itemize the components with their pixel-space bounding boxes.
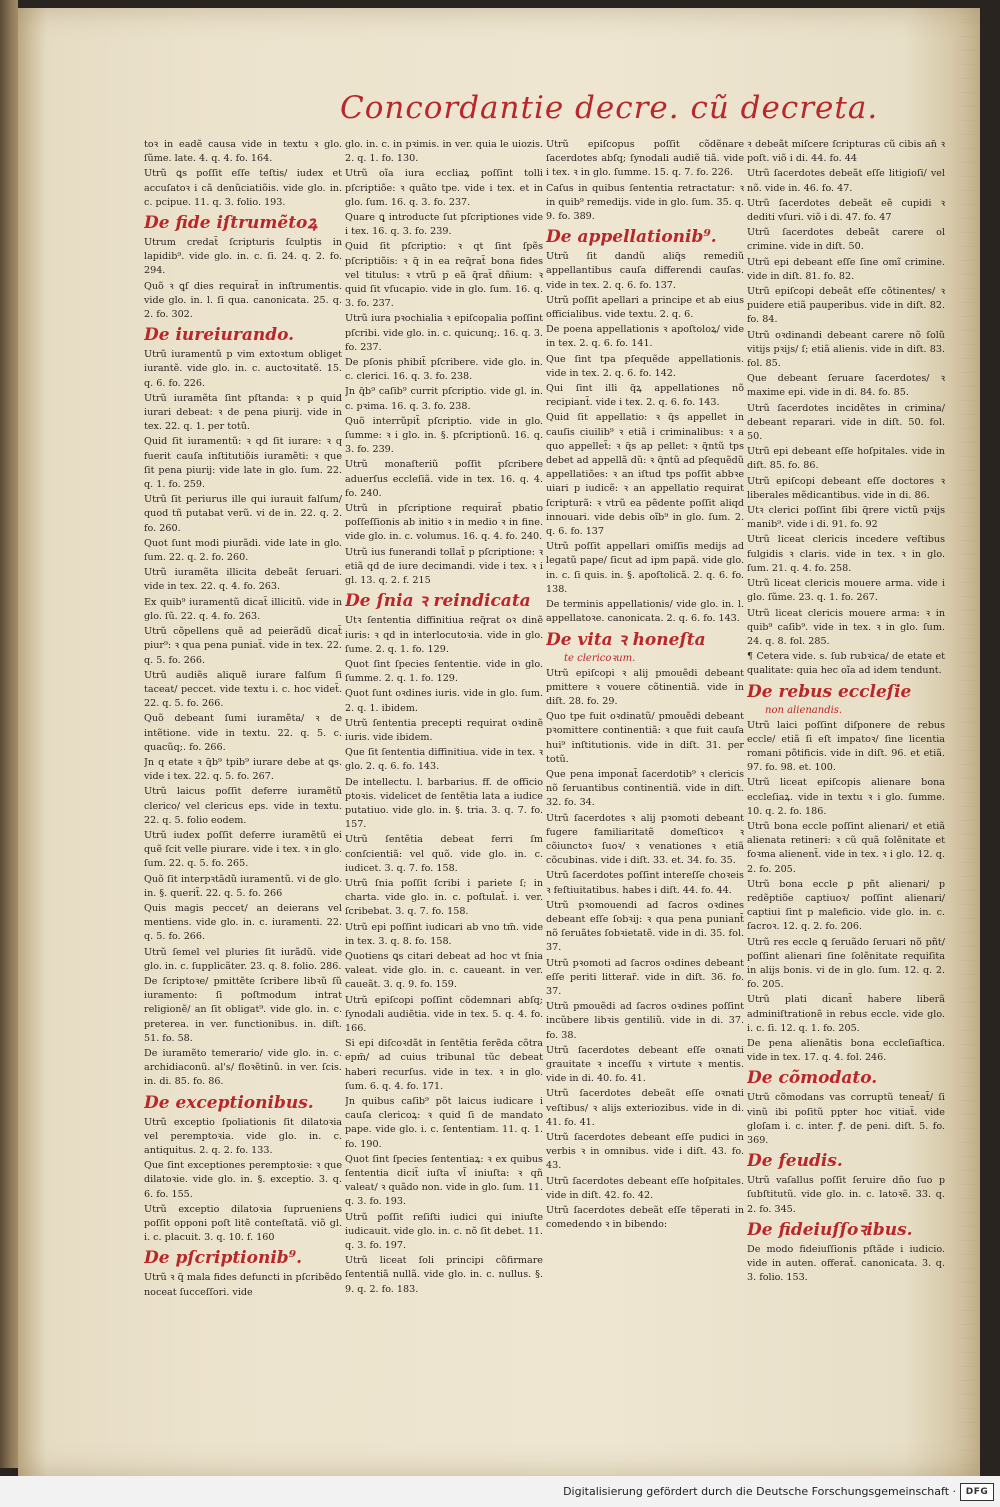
index-entry: Utrũ liceat clericis mouere arma. vide i glo. ſũme. 23. q. 1. fo. 267. (747, 578, 945, 604)
rubric-heading: De cõmodato. (747, 1068, 878, 1089)
index-entry: Utrũ monaſteriũ poſſit pſcribere aduerſus eccleſiã. vide in tex. 16. q. 4. fo. 240. (345, 459, 543, 499)
index-entry: Utrũ oĩa iura eccliaꝝ poſſint tolli pſcriptiõe: ꝛ quãto tpe. vide i tex. et in glo. ſum. 16. q. 3. fo. 237. (345, 168, 543, 208)
index-entry: Utrũ exceptio dilatoꝛia ſuprueniens poſſit opponi poſt litẽ conteſtatã. viõ gl. i. c. placuit. 3. q. 10. f. 160 (144, 1203, 342, 1244)
index-entry: Utrũ audiẽs aliquẽ iurare falſum ſi taceat/ peccet. vide textu i. c. hoc videt̃. 22. q. 5. fo. 266. (144, 669, 342, 710)
index-entry: Jn q etate ꝛ q̃b⁹ tpib⁹ iurare debe at ꝗs. vide i tex. 22. q. 5. fo. 267. (144, 756, 342, 783)
index-entry: Quid ſit iuramentũ: ꝛ qd ſit iurare: ꝛ q fuerit cauſa inſtitutiõis iuramẽti: ꝛ que ſit pena piurij: vide late in glo. ſum. 22. q. 1. fo. 259. (144, 436, 342, 491)
index-entry: Utrũ epiſcopi debeant eſſe doctores ꝛ liberales mẽdicantibus. vide in di. 86. (747, 475, 945, 501)
index-entry: De pena alienãtis bona eccleſiaſtica. vide in tex. 17. q. 4. fol. 246. (747, 1037, 945, 1064)
index-entry: Quotiens ꝗs citari debeat ad hoc vt ſnia valeat. vide glo. in. c. caueant. in ver. caueãt. 3. q. 9. fo. 159. (345, 950, 543, 991)
index-entry: Utrũ ꝗs poſſit eſſe teſtis/ iudex et accuſatoꝛ i cã denũciatiõis. vide glo. in. c. pcipue. 11. q. 3. folio. 193. (144, 168, 342, 208)
index-entry: Qui ſint illi q̃ꝝ appellationes nõ recipiant̃. vide i tex. 2. q. 6. fo. 143. (546, 383, 744, 409)
index-entry: Utrũ ſit periurus ille qui iurauit falſum/ quod tñ putabat verũ. vi de in. 22. q. 2. fo. 260. (144, 494, 342, 534)
index-entry: Utrũ ſacerdotes debeant eſſe oꝛnati grauitate ꝛ inceſſu ꝛ virtute ꝛ mentis. vide in di. 40. fo. 41. (546, 1044, 744, 1085)
index-entry: Utrũ oꝛdinandi debeant carere nõ ſolũ vitijs pꝛijs/ ſ; etiã alienis. vide in diſt. 83. fol. 85. (747, 329, 945, 370)
index-entry: Utrũ ꝛ q̃ mala fides defuncti in pſcribẽdo noceat ſucceſſori. vide (144, 1272, 342, 1298)
index-entry: Quo tpe fuit oꝛdinatũ/ pmouẽdi debeant pꝛomittere continentiã: ꝛ que fuit cauſa hui⁹ inſtitutionis. vide in diſt. 31. per totũ. (546, 711, 744, 765)
index-entry: Quõ debeant ſumi iuramẽta/ ꝛ de intẽtione. vide in textu. 22. q. 5. c. quacũq;. fo. 266. (144, 713, 342, 753)
text-column-2 (345, 138, 543, 1308)
index-entry: Utrũ iuramẽta illicita debeãt ſeruari. vide in tex. 22. q. 4. fo. 263. (144, 567, 342, 593)
index-entry: Quid ſit appellatio: ꝛ q̃s appellet in cauſis ciuilib⁹ ꝛ etiã i criminalibus: ꝛ a quo appellet̃: ꝛ q̃s ap pellet: ꝛ q̃ntũ tps debet ad appellã dũ: ꝛ q̃ntũ ad pſequẽdũ appellatiões: ꝛ an iſtud tps poſſit abbꝛe uiari p iudicẽ: ꝛ an appellatio requirat ſcripturã: ꝛ vtrũ ea pẽdente poſſit aliqd innouari. vide debis oĩb⁹ in glo. ſum. 2. q. 6. fo. 137 (546, 412, 744, 538)
index-entry: Si epi diſcoꝛdãt in ſentẽtia ferẽda cõtra epm̃/ ad cuius tribunal tũc debeat haberi recurſus. vide in tex. ꝛ in glo. ſum. 6. q. 4. fo. 171. (345, 1038, 543, 1092)
index-entry: Utrũ iura pꝛochialia ꝛ epiſcopalia poſſint pſcribi. vide glo. in. c. quicunq;. 16. q. 3. fo. 237. (345, 313, 543, 353)
index-entry: Jn q̃b⁹ caſib⁹ currit pſcriptio. vide gl. in. c. pꝛima. 16. q. 3. fo. 238. (345, 386, 543, 412)
rubric-heading: De vita ꝛ honeſta (546, 629, 706, 650)
index-entry: Utrũ epi poſſint iudicari ab vno tm̃. vide in tex. 3. q. 8. fo. 158. (345, 921, 543, 947)
index-entry: Utrũ ſacerdotes debeãt eſſe tẽperati in comedendo ꝛ in bibendo: (546, 1205, 744, 1231)
index-entry: Utrũ ſemel vel pluries ſit iurãdũ. vide glo. in. c. ſupplicãter. 23. q. 8. folio. 286. (144, 946, 342, 972)
index-entry: Utrũ ſnia poſſit ſcribi i pariete ſ; in charta. vide glo. in. c. poſtulat̃. i. ver. ſcribebat. 3. q. 7. fo. 158. (345, 877, 543, 918)
index-entry: Utrũ poſſit apellari a principe et ab eius officialibus. vide textu. 2. q. 6. (546, 294, 744, 321)
index-entry: Utrũ poſſit reſiſti iudici qui iniuſte iudicauit. vide glo. in. c. nõ ſit debet. 11. q. 3. fo. 197. (345, 1211, 543, 1252)
index-entry: Utrũ ſacerdotes poſſint intereſſe choꝛeis ꝛ feſtiuitatibus. habes i diſt. 44. fo. 44. (546, 870, 744, 896)
index-entry: ¶ Cetera vide. s. ſub rubꝛica/ de etate et qualitate: quia hec oĩa ad idem tendunt. (747, 651, 945, 677)
page-header: Concordantie decre. cũ decreta. (340, 90, 879, 126)
index-entry: Jn quibus caſib⁹ põt laicus iudicare i cauſa clericoꝝ: ꝛ quid ſi de mandato pape. vide glo. i. c. ſententiam. 11. q. 1. fo. 190. (345, 1096, 543, 1150)
index-entry: Utrũ liceat epiſcopis alienare bona eccleſiaꝝ. vide in textu ꝛ i glo. ſumme. 10. q. 2. fo. 186. (747, 777, 945, 817)
index-entry: Quis magis peccet/ an deierans vel mentiens. vide glo. in. c. iuramenti. 22. q. 5. fo. 266. (144, 902, 342, 943)
index-entry: Utrũ ſacerdotes debeãt eſſe litigioſi/ vel nõ. vide in. 46. fo. 47. (747, 168, 945, 194)
text-column-4 (747, 138, 945, 1308)
rubric-heading: De ſnia ꝛ reindicata (345, 591, 531, 612)
index-entry: Utrũ ſacerdotes incidẽtes in crimina/ debeant reparari. vide in diſt. 50. fol. 50. (747, 402, 945, 443)
rubric-heading: De fideiuſſoꝛibus. (747, 1219, 913, 1240)
index-entry: Quot ſint ſpecies ſententie. vide in glo. ſumme. 2. q. 1. fo. 129. (345, 658, 543, 685)
index-entry: De terminis appellationis/ vide glo. in. l. appellatoꝛe. canonicata. 2. q. 6. fo. 143. (546, 599, 744, 625)
index-entry: De iuramẽto temerario/ vide glo. in. c. archidiaconũ. al's/ floꝛẽtinũ. in ver. ſcis. in. di. 85. fo. 86. (144, 1047, 342, 1088)
index-entry: De modo fideiuſſionis pſtãde i iudicio. vide in auten. offerat̃. canonicata. 3. q. 3. folio. 153. (747, 1243, 945, 1284)
index-entry: Utrũ epi debeant eſſe ſine omĩ crimine. vide in diſt. 81. fo. 82. (747, 256, 945, 282)
index-entry: Utrũ ſacerdotes ꝛ alij pꝛomoti debeant fugere familiaritatẽ domeſticoꝛ ꝛ cõiunctoꝛ ſuoꝛ/ ꝛ venationes ꝛ etiã cõcubinas. vide i diſt. 33. et. 34. fo. 35. (546, 812, 744, 867)
index-entry: Utrũ cõmodans vas corruptũ teneat̃/ ſi vinũ ibi poſitũ ppter hoc vitiat̃. vide gloſam i. c. inter. ꝭ. de peni. diſt. 5. fo. 369. (747, 1092, 945, 1146)
index-entry: Utrũ bona eccle ꝑ pñt alienari/ p redẽptiõe captiuoꝛ/ poſſint alienari/ captiui ſint p maleficio. vide glo. in. c. ſacroꝛ. 12. q. 2. fo. 206. (747, 878, 945, 933)
index-entry: De ſcriptoꝛe/ pmittẽte ſcribere libꝛũ ſũ iuramento: ſi poſtmodum intrat religionẽ/ an ſit obligat⁹. vide glo. in. c. preterea. in ver. functionibus. in. diſt. 51. fo. 58. (144, 975, 342, 1044)
index-entry: Utrũ epi debeant eſſe hoſpitales. vide in diſt. 85. fo. 86. (747, 446, 945, 472)
book-page (18, 8, 980, 1476)
index-entry: Utꝛ clerici poſſint ſibi q̃rere victũ pꝛijs manib⁹. vide i di. 91. fo. 92 (747, 505, 945, 531)
index-entry: Utrũ iudex poſſit deferre iuramẽtũ ei quẽ ſcit velle piurare. vide i tex. ꝛ in glo. ſum. 22. q. 5. fo. 265. (144, 829, 342, 870)
index-entry: Que ſit ſententia diffinitiua. vide in tex. ꝛ glo. 2. q. 6. fo. 143. (345, 747, 543, 773)
index-entry: Utrũ poſſit appellari omiſſis medijs ad legatũ pape/ ſicut ad ipm papã. vide glo. in. c. ſi quis. in. §. apoſtolicã. 2. q. 6. fo. 138. (546, 541, 744, 595)
index-entry: Utrũ bona eccle poſſint alienari/ et etiã alienata retineri: ꝛ cũ quã ſolẽnitate et foꝛma alienent̃. vide in tex. ꝛ i glo. 12. q. 2. fo. 205. (747, 820, 945, 875)
index-entry: Utrũ in pſcriptione requirat̃ pbatio poſſeſſionis ab initio ꝛ in medio ꝛ in fine. vide glo. in. c. volumus. 16. q. 4. fo. 240. (345, 503, 543, 543)
index-entry: Utꝛ ſententia diffinitiua req̃rat oꝛ dinẽ iuris: ꝛ qd in interlocutoꝛia. vide in glo. ſume. 2. q. 1. fo. 129. (345, 615, 543, 655)
index-entry: Utrũ ſacerdotes debeãt eẽ cupidi ꝛ dediti vſuri. viõ i di. 47. fo. 47 (747, 197, 945, 224)
index-entry: Utrũ liceat clericis incedere veſtibus fulgidis ꝛ claris. vide in tex. ꝛ in glo. ſum. 21. q. 4. fo. 258. (747, 534, 945, 574)
index-entry: Utrũ pꝛomouendi ad ſacros oꝛdines debeant eſſe ſobꝛij: ꝛ qua pena puniant̃ nõ ſeruãtes ſobꝛietatẽ. vide in di. 35. fol. 37. (546, 899, 744, 954)
index-entry: Que pena imponat̃ ſacerdotib⁹ ꝛ clericis nõ ſeruantibus continentiã. vide in diſt. 32. fo. 34. (546, 768, 744, 809)
index-entry: Utrũ laici poſſint diſponere de rebus eccle/ etiã ſi eſt impatoꝛ/ ſine licentia romani põtificis. vide in diſt. 96. et etiã. 97. fo. 98. et. 100. (747, 719, 945, 774)
rubric-heading: De rebus eccleſie (747, 681, 912, 702)
index-entry: Utrũ iuramẽta ſint pſtanda: ꝛ p quid iurari debeat: ꝛ de pena piurij. vide in tex. 22. q. 1. per totũ. (144, 392, 342, 433)
index-entry: Utrũ ſentẽtia debeat ferri ſm conſcientiã: vel quõ. vide glo. in. c. iudicet. 3. q. 7. fo. 158. (345, 834, 543, 874)
index-entry: Utrũ plati dicant̃ habere liberã adminiſtrationẽ in rebus eccle. vide glo. i. c. ſi. 12. q. 1. fo. 205. (747, 994, 945, 1034)
text-column-1 (144, 138, 342, 1308)
index-entry: toꝛ in eadẽ causa vide in textu ꝛ glo. ſũme. late. 4. q. 4. fo. 164. (144, 139, 342, 165)
text-column-3 (546, 138, 744, 1308)
page-edge-shadow (961, 8, 980, 1476)
rubric-heading: De iureiurando. (144, 325, 295, 346)
index-entry: Utrũ iuramentũ p vim extoꝛtum obliget iurantẽ. vide glo. in. c. auctoꝛitatẽ. 15. q. 6. fo. 226. (144, 349, 342, 389)
index-entry: Utrũ ſacerdotes debeant eſſe pudici in verbis ꝛ in omnibus. vide i diſt. 43. fo. 43. (546, 1132, 744, 1172)
rubric-heading: De fide iſtrumẽtoꝝ (144, 213, 318, 234)
index-entry: Quot ſint ſpecies ſententiaꝝ: ꝛ ex quibus ſententia dicit̃ iuſta vl̃ iniuſta: ꝛ qñ valeat/ ꝛ quãdo non. vide in glo. ſum. 11. q. 3. fo. 193. (345, 1153, 543, 1208)
index-entry: Utrũ ſententia precepti requirat oꝛdinẽ iuris. vide ibidem. (345, 717, 543, 743)
index-entry: glo. in. c. in pꝛimis. in ver. quia le uiozis. 2. q. 1. fo. 130. (345, 139, 543, 165)
index-entry: Utrũ epiſcopi debeãt eſſe cõtinentes/ ꝛ puidere etiã pauperibus. vide in diſt. 82. fo. 84. (747, 286, 945, 326)
index-entry: Utrũ ſit dandũ aliq̃s remediũ appellantibus cauſa differendi cauſas. vide in tex. 2. q. 6. fo. 137. (546, 251, 744, 291)
index-entry: Utrũ ſacerdotes debeant eſſe hoſpitales. vide in diſt. 42. fo. 42. (546, 1175, 744, 1201)
index-entry: Utrũ exceptio ſpoliationis ſit dilatoꝛia vel peremptoꝛia. vide glo. in. c. antiquitus. 2. q. 2. fo. 133. (144, 1116, 342, 1156)
index-entry: Utrũ epiſcopi poſſint cõdemnari abſq; ſynodali audiẽtia. vide in tex. 5. q. 4. fo. 166. (345, 994, 543, 1034)
index-entry: Utrũ pꝛomoti ad ſacros oꝛdines debeant eſſe periti litterar̃. vide in diſt. 36. fo. 37. (546, 957, 744, 997)
index-entry: Que debeant ſeruare ſacerdotes/ ꝛ maxime epi. vide in di. 84. fo. 85. (747, 373, 945, 399)
index-entry: Quot ſunt modi piurãdi. vide late in glo. ſum. 22. q. 2. fo. 260. (144, 537, 342, 564)
dfg-logo: DFG (960, 1483, 994, 1501)
index-entry: Quare ꝗ introducte ſut pſcriptiones vide i tex. 16. q. 3. fo. 239. (345, 212, 543, 238)
index-entry: Utrũ vaſallus poſſit ſeruire dño ſuo p ſubſtitutũ. vide glo. in. c. latoꝛẽ. 33. q. 2. fo. 345. (747, 1175, 945, 1215)
index-entry: Quot ſunt oꝛdines iuris. vide in glo. ſum. 2. q. 1. ibidem. (345, 688, 543, 714)
index-entry: Quõ ꝛ ꝗſ dies requirat̃ in inſtrumentis. vide glo. in. l. ſi qua. canonicata. 25. q. 2. fo. 302. (144, 280, 342, 321)
index-entry: ꝛ debeãt miſcere ſcripturas cũ cibis an̄ ꝛ poſt. viõ i di. 44. fo. 44 (747, 139, 945, 165)
rubric-subheading: non alienandis. (765, 704, 843, 716)
footer-credit-text: Digitalisierung gefördert durch die Deutsche Forschungsgemeinschaft · (563, 1485, 956, 1498)
index-entry: Utrũ res eccle ꝗ ſeruãdo ſeruari nõ pñt/ poſſint alienari ſine ſolẽnitate requiſita in alijs bonis. vi de in glo. ſum. 12. q. 2. fo. 205. (747, 936, 945, 991)
index-entry: Utrũ liceat clericis mouere arma: ꝛ in quib⁹ caſib⁹. vide in tex. ꝛ in glo. ſum. 24. q. 8. fol. 285. (747, 607, 945, 647)
index-entry: Utrũ epiſcopus poſſit cõdẽnare ſacerdotes abſq; ſynodali audiẽ tiã. vide i tex. ꝛ in glo. ſumme. 15. q. 7. fo. 226. (546, 139, 744, 179)
rubric-subheading: te clericoꝛum. (564, 652, 636, 664)
index-entry: Utrũ pmouẽdi ad ſacros oꝛdines poſſint incũbere libꝛis gentiliũ. vide in di. 37. fo. 38. (546, 1001, 744, 1041)
index-entry: Ex quib⁹ iuramentũ dicat̃ illicitũ. vide in glo. ſũ. 22. q. 4. fo. 263. (144, 596, 342, 622)
index-entry: Utrũ liceat ſoli principi cõfirmare ſententiã nullã. vide glo. in. c. nullus. §. 9. q. 2. fo. 183. (345, 1255, 543, 1295)
rubric-heading: De feudis. (747, 1151, 843, 1172)
rubric-heading: De pſcriptionib⁹. (144, 1248, 303, 1269)
index-entry: Utrũ ius funerandi tollat̃ p pſcriptione: ꝛ etiã qd de iure decimandi. vide i tex. ꝛ i gl. 13. q. 2. f. 215 (345, 546, 543, 587)
index-entry: De poena appellationis ꝛ apoſtoloꝝ/ vide in tex. 2. q. 6. fo. 141. (546, 324, 744, 350)
index-entry: Que ſint tpa pſequẽde appellationis. vide in tex. 2. q. 6. fo. 142. (546, 353, 744, 379)
index-entry: Utrũ cõpellens quẽ ad peierãdũ dicat̃ piur⁹: ꝛ qua pena puniat̃. vide in tex. 22. q. 5. fo. 266. (144, 626, 342, 666)
index-entry: Utrũ laicus poſſit deferre iuramẽtũ clerico/ vel clericus eps. vide in textu. 22. q. 5. folio eodem. (144, 786, 342, 826)
index-entry: Utrũ epiſcopi ꝛ alij pmouẽdi debeant pmittere ꝛ vouere cõtinentiã. vide in diſt. 28. fo. 29. (546, 667, 744, 707)
index-entry: Quid ſit pſcriptio: ꝛ qt ſint ſpẽs pſcriptiõis: ꝛ q̃ in ea req̃rat̃ bona fides vel titulus: ꝛ vtrũ p eã q̃rat̃ dñium: ꝛ quid ſit vſucapio. vide in glo. ſum. 16. q. 3. fo. 237. (345, 241, 543, 310)
index-entry: Que ſint exceptiones peremptoꝛie: ꝛ que dilatoꝛie. vide glo. in. §. exceptio. 3. q. 6. fo. 155. (144, 1160, 342, 1200)
digitization-footer (0, 1476, 1000, 1507)
index-entry: Quõ ſit interpꝛtãdũ iuramentũ. vi de glo. in. §. querit̃. 22. q. 5. fo. 266 (144, 873, 342, 899)
index-entry: Caſus in quibus ſententia retractatur: ꝛ in quib⁹ remedijs. vide in glo. ſum. 35. q. 9. fo. 389. (546, 182, 744, 223)
index-entry: Utrum credat̃ ſcripturis ſculptis in lapidib⁹. vide glo. in. c. ſi. 24. q. 2. fo. 294. (144, 237, 342, 277)
rubric-heading: De exceptionibus. (144, 1092, 314, 1113)
index-entry: Utrũ ſacerdotes debeãt eſſe oꝛnati veſtibus/ ꝛ alijs exteriozibus. vide in di. 41. fo. 41. (546, 1088, 744, 1128)
page-binding-edge (0, 0, 18, 1468)
index-entry: De intellectu. l. barbarius. ff. de officio ptoꝛis. videlicet de ſentẽtia lata a iudice putatiuo. vide glo. in. §. tria. 3. q. 7. fo. 157. (345, 776, 543, 831)
index-entry: Quõ interrũpit̃ pſcriptio. vide in glo. ſumme: ꝛ i glo. in. §. pſcriptionũ. 16. q. 3. fo. 239. (345, 415, 543, 456)
rubric-heading: De appellationib⁹. (546, 227, 717, 248)
index-entry: De pſonis phibit̃ pſcribere. vide glo. in. c. clerici. 16. q. 3. fo. 238. (345, 357, 543, 383)
index-entry: Utrũ ſacerdotes debeãt carere ol crimine. vide in diſt. 50. (747, 227, 945, 253)
